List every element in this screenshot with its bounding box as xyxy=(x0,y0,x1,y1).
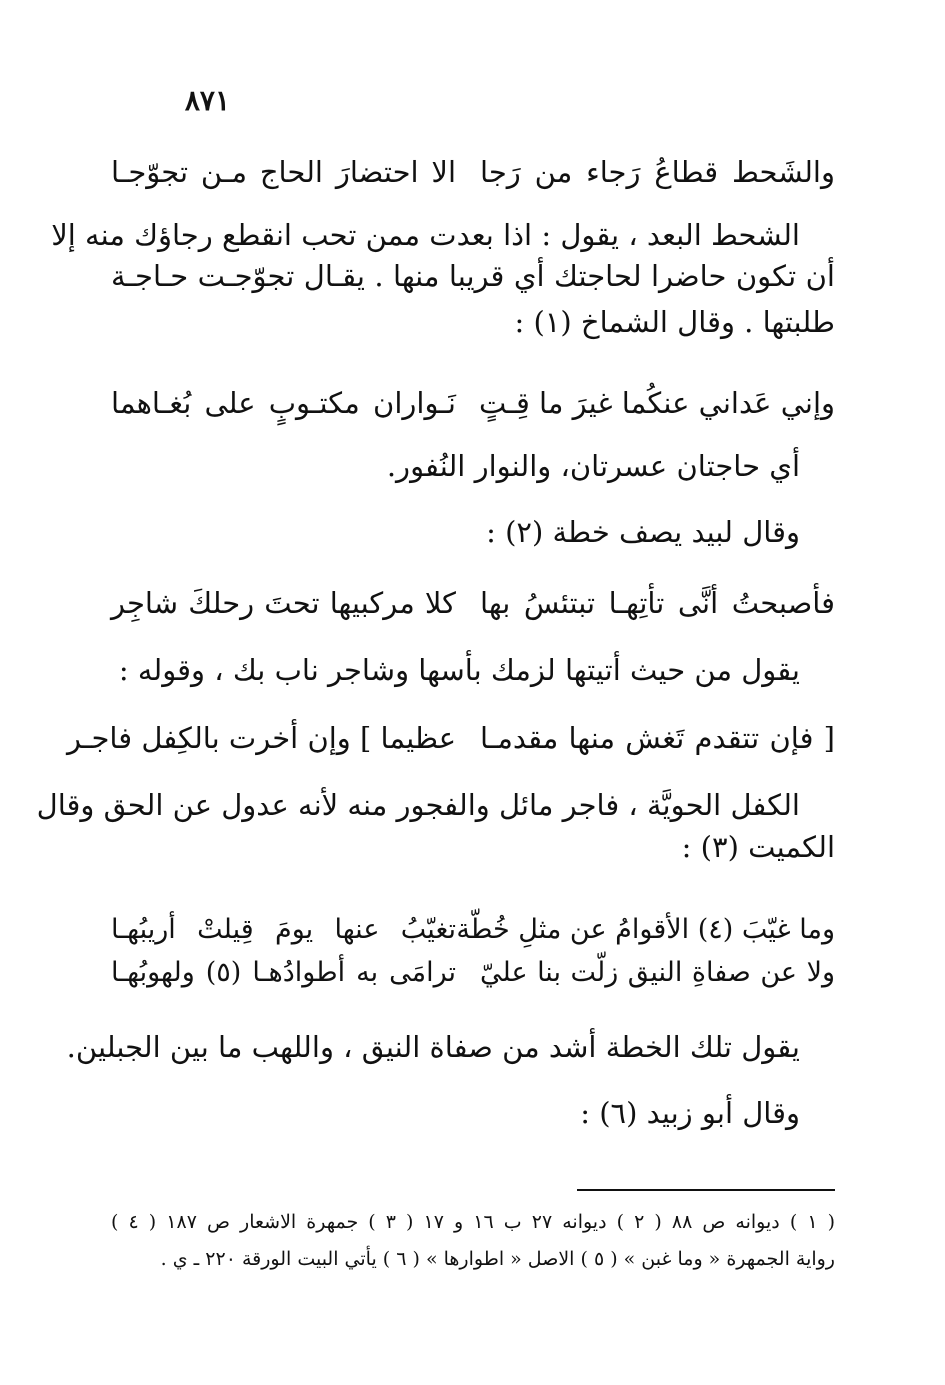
verse-first-hemistich: والشَحط قطاعُ رَجاء من رَجا xyxy=(480,155,835,189)
verse-first-hemistich: [ فإن تتقدم تَغش منها مقدمـا xyxy=(480,721,835,755)
verse-line xyxy=(111,583,835,623)
verse-first-hemistich: وإني عَداني عنكُما غيرَ ما قِـتٍ xyxy=(478,386,835,420)
page-number: ٨٧١ xyxy=(184,84,230,117)
verse-line xyxy=(111,910,835,950)
text-line: وقال لبيد يصف خطة (٢) : xyxy=(486,515,800,549)
footnote-line: ( ١ ) ديوانه ص ٨٨ ( ٢ ) ديوانه ٢٧ ب ١٦ و ١٧ ( ٣ ) جمهرة الاشعار ص ١٨٧ ( ٤ ) xyxy=(111,1211,836,1233)
verse-line xyxy=(111,953,835,993)
verse-first-hemistich: فأصبحتُ أنَّى تأتِهـا تبتئسُ بها xyxy=(480,586,835,620)
verse-line xyxy=(66,718,835,758)
verse-second-hemistich: ترامَى به أطوادُهـا (٥) ولهوبُهـا xyxy=(111,957,456,988)
text-line: الشحط البعد ، يقول : اذا بعدت ممن تحب انقطع رجاؤك منه إلا xyxy=(51,218,800,252)
text-line: يقول تلك الخطة أشد من صفاة النيق ، واللهب ما بين الجبلين. xyxy=(66,1030,800,1064)
verse-first-hemistich: وما غيّبَ (٤) الأقوامُ عن مثلِ خُطّة xyxy=(456,914,835,945)
footnote-divider xyxy=(577,1189,835,1191)
verse-line xyxy=(111,383,835,423)
verse-second-hemistich: عظيما ] وإن أخرت بالكِفل فاجـر xyxy=(66,721,456,755)
text-line: أي حاجتان عسرتان، والنوار النُفور. xyxy=(386,449,800,483)
text-line: أن تكون حاضرا لحاجتك أي قريبا منها . يقـال تجوّجـت حـاجـة xyxy=(111,259,835,293)
text-line: الكفل الحويَّة ، فاجر مائل والفجور منه لأنه عدول عن الحق وقال xyxy=(36,788,800,822)
verse-second-hemistich: تغيّبُ عنها يومَ قِيلتْ أريبُهـا xyxy=(111,914,456,945)
text-line: الكميت (٣) : xyxy=(681,830,835,864)
verse-first-hemistich: ولا عن صفاةِ النيق زلّت بنا عليّ xyxy=(480,957,835,988)
verse-second-hemistich: نَـواران مكتـوبٍ على بُغـاهما xyxy=(111,386,456,420)
footnote-line: رواية الجمهرة « وما غبن » ( ٥ ) الاصل « اطوارها » ( ٦ ) يأتي البيت الورقة ٢٢٠ ـ ي . xyxy=(160,1248,835,1270)
text-line: يقول من حيث أتيتها لزمك بأسها وشاجر ناب بك ، وقوله : xyxy=(118,653,800,687)
verse-second-hemistich: الا احتضارَ الحاج مـن تجوّجـا xyxy=(111,155,456,189)
verse-second-hemistich: كلا مركبيها تحتَ رحلكَ شاجِر xyxy=(111,586,456,620)
verse-line xyxy=(111,152,835,192)
text-line: طلبتها . وقال الشماخ (١) : xyxy=(514,305,835,339)
text-line: وقال أبو زبيد (٦) : xyxy=(580,1096,800,1130)
